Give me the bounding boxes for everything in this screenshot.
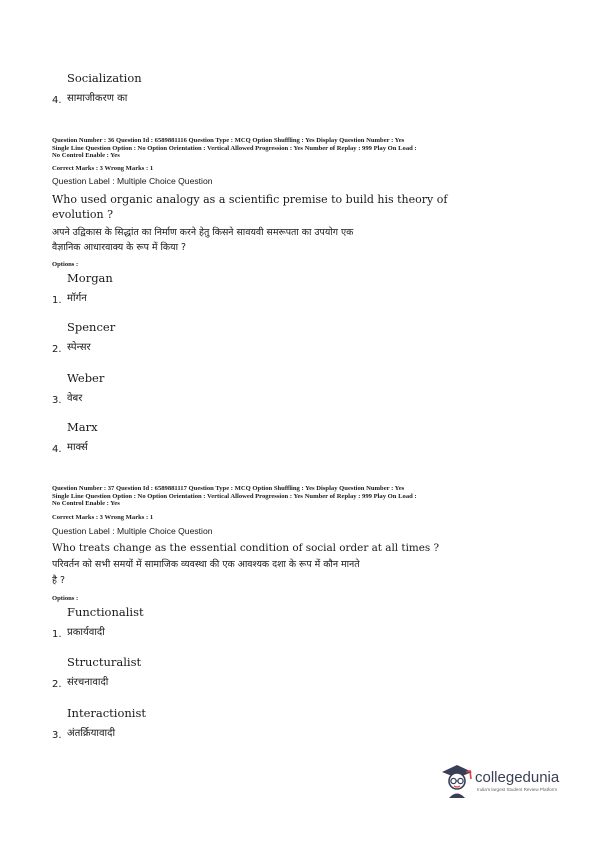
- option-1-number: 1.: [52, 295, 62, 306]
- question-marks: Correct Marks : 3 Wrong Marks : 1: [52, 514, 154, 521]
- options-label: Options :: [52, 261, 79, 268]
- question-text-en: Who treats change as the essential condition of social order at all times ?: [52, 542, 440, 554]
- collegedunia-logo: [440, 760, 580, 806]
- prev-option-hi: सामाजीकरण का: [67, 93, 128, 104]
- question-text-en-cont: evolution ?: [52, 208, 113, 221]
- question-meta: Question Number : 36 Question Id : 6589881116 Question Type : MCQ Option Shuffling : Yes Display Question Number : Yes Single Line Question Option : No Option Orientation : Vertical Allowed Progression : Yes Number of Replay : 999 Play On Load : No Control Enable : Yes: [52, 137, 417, 160]
- logo-wordmark: collegedunia: [475, 769, 560, 786]
- option-3-hi: अंतर्क्रियावादी: [67, 728, 116, 739]
- option-2-hi: स्पेन्सर: [67, 342, 91, 353]
- option-2-en: Structuralist: [67, 655, 142, 669]
- option-1-hi: प्रकार्यवादी: [67, 627, 105, 638]
- prev-option-number: 4.: [52, 95, 62, 106]
- option-4-number: 4.: [52, 444, 62, 455]
- option-3-en: Interactionist: [67, 706, 147, 720]
- option-2-hi: संरचनावादी: [67, 677, 109, 688]
- option-2-en: Spencer: [67, 320, 116, 334]
- prev-option-en: Socialization: [67, 71, 142, 85]
- option-4-hi: मार्क्स: [67, 442, 88, 453]
- question-text-en: Who used organic analogy as a scientific premise to build his theory of: [52, 193, 448, 206]
- question-text-hi: अपने उद्विकास के सिद्धांत का निर्माण करने हेतु किसने सावयवी समरूपता का उपयोग एक: [52, 227, 354, 238]
- option-1-number: 1.: [52, 629, 62, 640]
- option-3-number: 3.: [52, 395, 62, 406]
- question-marks: Correct Marks : 3 Wrong Marks : 1: [52, 165, 154, 172]
- option-1-en: Functionalist: [67, 605, 144, 619]
- question-text-hi-cont: वैज्ञानिक आधारवाक्य के रूप में किया ?: [52, 242, 186, 253]
- question-label: Question Label : Multiple Choice Question: [52, 176, 213, 186]
- option-4-en: Marx: [67, 420, 98, 434]
- option-2-number: 2.: [52, 679, 62, 690]
- question-text-hi-cont: है ?: [52, 575, 65, 586]
- logo-tagline: India's largest Student Review Platform: [477, 787, 558, 792]
- option-3-en: Weber: [67, 371, 105, 385]
- option-1-en: Morgan: [67, 271, 113, 285]
- question-text-hi: परिवर्तन को सभी समयों में सामाजिक व्यवस्था की एक आवश्यक दशा के रूप में कौन मानते: [52, 559, 360, 570]
- mascot-icon: [440, 760, 474, 800]
- question-meta: Question Number : 37 Question Id : 6589881117 Question Type : MCQ Option Shuffling : Yes Display Question Number : Yes Single Line Question Option : No Option Orientation : Vertical Allowed Progression : Yes Number of Replay : 999 Play On Load : No Control Enable : Yes: [52, 485, 417, 508]
- option-3-hi: वेबर: [67, 393, 83, 404]
- question-label: Question Label : Multiple Choice Question: [52, 526, 213, 536]
- option-3-number: 3.: [52, 730, 62, 741]
- option-1-hi: मॉर्गन: [67, 293, 87, 304]
- options-label: Options :: [52, 595, 79, 602]
- option-2-number: 2.: [52, 344, 62, 355]
